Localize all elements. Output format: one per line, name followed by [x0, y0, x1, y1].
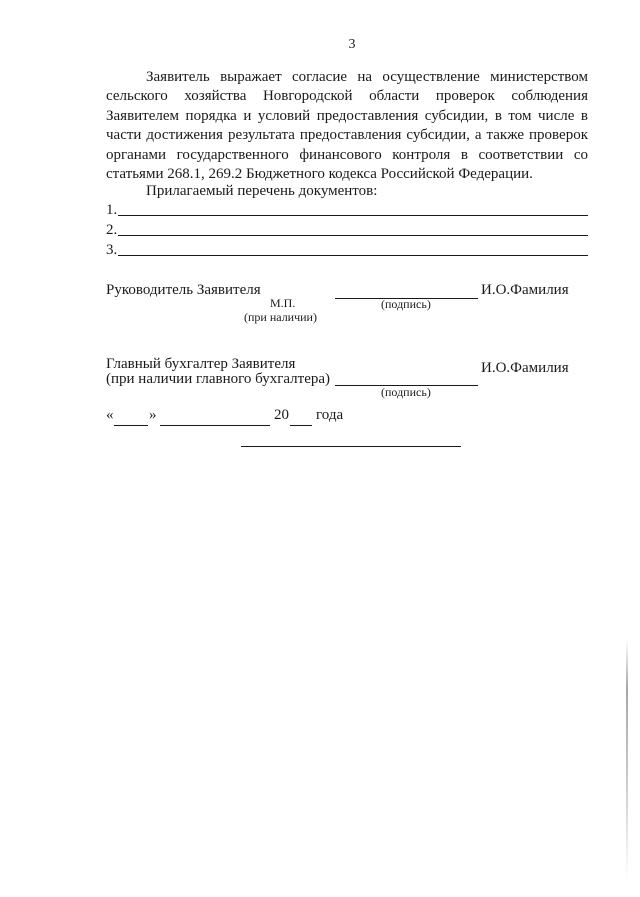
stamp-note: (при наличии) [244, 310, 317, 324]
date-year-prefix: 20 [274, 407, 289, 423]
document-entry-line [118, 255, 588, 256]
document-list-number: 2. [106, 222, 118, 238]
document-list-item[interactable] [106, 240, 588, 259]
accountant-signature-caption: (подпись) [381, 385, 431, 399]
scan-edge-shadow [626, 640, 628, 880]
accountant-title-note: (при наличии главного бухгалтера) [106, 371, 331, 387]
head-signatory-title: Руководитель Заявителя [106, 282, 261, 298]
date-month-line[interactable] [160, 425, 270, 426]
document-list-item[interactable] [106, 200, 588, 219]
document-list-number: 3. [106, 242, 118, 258]
document-list-number: 1. [106, 202, 118, 218]
document-entry-line [118, 235, 588, 236]
documents-intro: Прилагаемый перечень документов: [146, 183, 378, 199]
date-close-quote: » [149, 407, 157, 423]
accountant-signatory-name: И.О.Фамилия [481, 360, 569, 376]
page-number: 3 [348, 37, 356, 52]
document-list-item[interactable] [106, 220, 588, 239]
head-signature-caption: (подпись) [381, 297, 431, 311]
date-year-line[interactable] [290, 425, 312, 426]
closing-separator-line [241, 446, 461, 447]
accountant-signatory-title: Главный бухгалтер Заявителя [106, 356, 296, 372]
date-day-line[interactable] [114, 425, 148, 426]
date-year-suffix: года [316, 407, 344, 423]
consent-paragraph: Заявитель выражает согласие на осуществление министерством сельского хозяйства Новгородской области проверок соблюдения Заявителем порядка и условий предоставления субсидии, в том числе в части достижения результата предоставления субсидии, а также проверок органами государственного финансового контроля в соответствии со статьями 268.1, 269.2 Бюджетного кодекса Российской Федерации. [106, 69, 588, 183]
head-signatory-name: И.О.Фамилия [481, 282, 569, 298]
document-entry-line [118, 215, 588, 216]
stamp-label: М.П. [270, 296, 296, 310]
date-open-quote: « [106, 407, 114, 423]
